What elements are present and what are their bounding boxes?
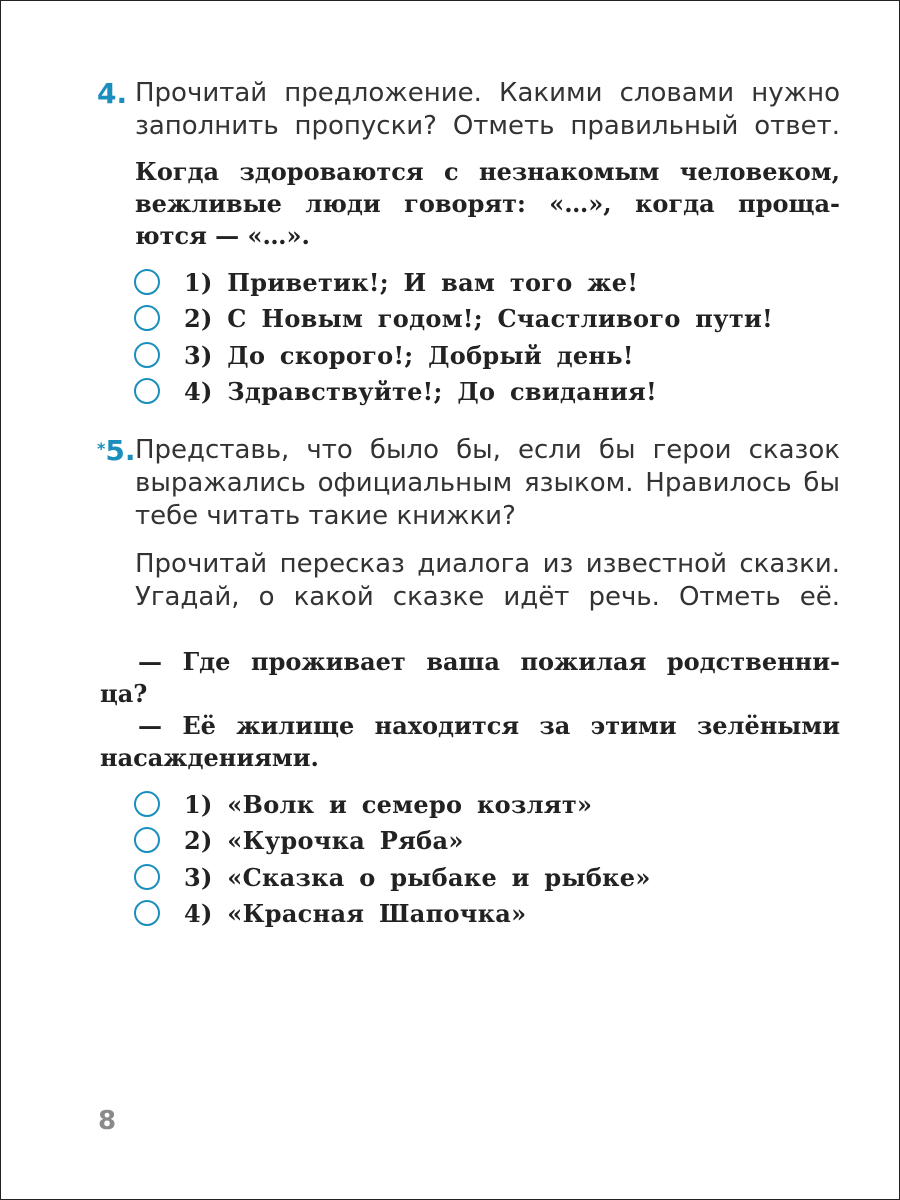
task-5-number-label: 5. <box>105 434 136 467</box>
task-5-option-label: 4) «Красная Шапочка» <box>184 898 527 928</box>
task-4-option-1[interactable] <box>134 266 638 298</box>
task-5-option-label: 1) «Волк и семеро козлят» <box>184 789 593 819</box>
task-5-dialogue-line: насаждениями. <box>100 743 319 772</box>
task-5-dialogue-line: — Где проживает ваша пожилая родственни- <box>138 647 840 676</box>
task-4-passage-line: ются — «…». <box>135 221 310 250</box>
task-4-option-label: 2) С Новым годом!; Счастливого пути! <box>184 303 773 333</box>
page-number: 8 <box>98 1106 117 1136</box>
task-4-passage-line: вежливые люди говорят: «…», когда проща- <box>135 189 840 218</box>
task-5-instruction <box>135 434 840 533</box>
radio-circle-icon[interactable] <box>134 378 160 404</box>
task-4-option-3[interactable] <box>134 339 634 371</box>
task-5-option-1[interactable] <box>134 788 592 820</box>
task-4-instruction-line: Прочитай предложение. Какими словами нужно <box>135 78 840 108</box>
task-5-instruction-2 <box>135 548 840 614</box>
task-5-number <box>97 434 136 467</box>
radio-circle-icon[interactable] <box>134 269 160 295</box>
task-5-option-2[interactable] <box>134 824 464 856</box>
task-5-star: * <box>97 439 106 458</box>
task-5-option-4[interactable] <box>134 897 526 929</box>
task-4-option-label: 1) Приветик!; И вам того же! <box>184 267 639 297</box>
task-4-option-label: 4) Здравствуйте!; До свидания! <box>184 376 657 406</box>
task-5-instruction-line: тебе читать такие книжки? <box>135 501 516 531</box>
task-4-passage-line: Когда здороваются с незнакомым человеком, <box>135 157 840 186</box>
task-5-instruction-line: Представь, что было бы, если бы герои сказок <box>135 435 840 465</box>
radio-circle-icon[interactable] <box>134 827 160 853</box>
task-4-passage <box>135 156 840 252</box>
task-5-dialogue-line: ца? <box>100 679 148 708</box>
task-5-option-label: 3) «Сказка о рыбаке и рыбке» <box>184 862 651 892</box>
task-4-option-2[interactable] <box>134 302 773 334</box>
radio-circle-icon[interactable] <box>134 342 160 368</box>
task-4-instruction-line: заполнить пропуски? Отметь правильный ответ. <box>135 111 840 141</box>
radio-circle-icon[interactable] <box>134 864 160 890</box>
task-4-option-label: 3) До скорого!; Добрый день! <box>184 340 634 370</box>
task-5-instruction2-line: Угадай, о какой сказке идёт речь. Отметь её. <box>135 582 840 612</box>
task-4-option-4[interactable] <box>134 375 657 407</box>
radio-circle-icon[interactable] <box>134 305 160 331</box>
task-5-instruction-line: выражались официальным языком. Нравилось бы <box>135 468 840 498</box>
task-5-dialogue-line: — Её жилище находится за этими зелёными <box>138 711 840 740</box>
task-5-option-label: 2) «Курочка Ряба» <box>184 825 464 855</box>
task-5-instruction2-line: Прочитай пересказ диалога из известной сказки. <box>135 549 840 579</box>
task-4-instruction <box>135 77 840 143</box>
task-5-dialogue <box>100 646 840 774</box>
radio-circle-icon[interactable] <box>134 791 160 817</box>
task-4-number: 4. <box>97 77 128 110</box>
radio-circle-icon[interactable] <box>134 900 160 926</box>
task-5-option-3[interactable] <box>134 861 651 893</box>
